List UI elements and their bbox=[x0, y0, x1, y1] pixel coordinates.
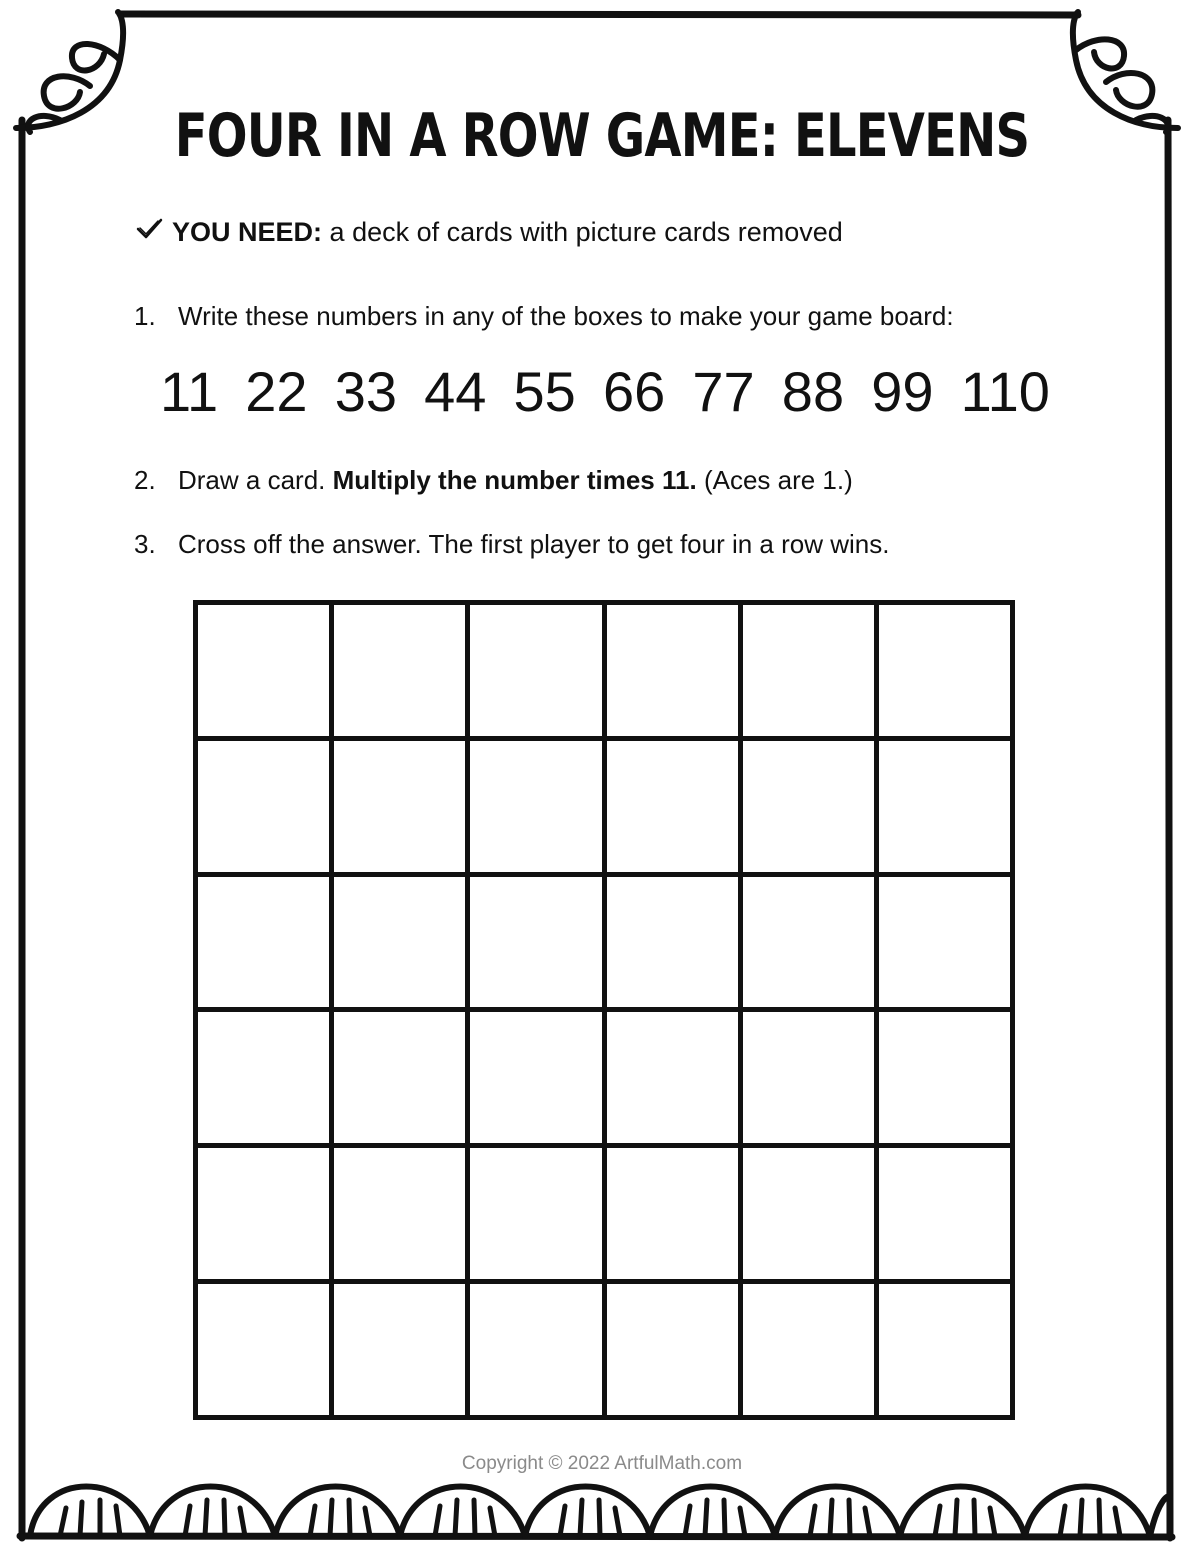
board-cell[interactable] bbox=[879, 1012, 1010, 1143]
number-item: 55 bbox=[513, 360, 576, 423]
board-cell[interactable] bbox=[334, 1012, 465, 1143]
checkmark-icon bbox=[134, 215, 164, 243]
page-title: FOUR IN A ROW GAME: ELEVENS bbox=[174, 101, 1030, 171]
corner-swirl-top-left bbox=[16, 12, 123, 132]
number-item: 77 bbox=[692, 360, 755, 423]
board-cell[interactable] bbox=[198, 877, 329, 1008]
step-3 bbox=[134, 524, 889, 564]
board-cell[interactable] bbox=[334, 877, 465, 1008]
board-cell[interactable] bbox=[470, 741, 601, 872]
step-note: (Aces are 1.) bbox=[703, 465, 853, 495]
board-cell[interactable] bbox=[334, 1284, 465, 1415]
copyright-text: Copyright © 2022 ArtfulMath.com bbox=[461, 1453, 743, 1474]
board-cell[interactable] bbox=[198, 605, 329, 736]
board-cell[interactable] bbox=[334, 741, 465, 872]
board-cell[interactable] bbox=[470, 605, 601, 736]
board-cell[interactable] bbox=[470, 1148, 601, 1279]
board-cell[interactable] bbox=[607, 1284, 738, 1415]
step-number: 3. bbox=[134, 529, 156, 559]
board-cell[interactable] bbox=[879, 741, 1010, 872]
step-2 bbox=[134, 460, 853, 500]
you-need-label: YOU NEED: bbox=[172, 217, 323, 247]
board-cell[interactable] bbox=[743, 877, 874, 1008]
you-need-line bbox=[134, 212, 843, 252]
board-cell[interactable] bbox=[879, 1284, 1010, 1415]
number-item: 99 bbox=[871, 360, 934, 423]
step-number: 2. bbox=[134, 465, 156, 495]
number-item: 110 bbox=[960, 360, 1050, 423]
number-item: 33 bbox=[334, 360, 397, 423]
step-text: Draw a card. bbox=[178, 465, 326, 495]
board-cell[interactable] bbox=[879, 605, 1010, 736]
board-cell[interactable] bbox=[743, 605, 874, 736]
scallop-ticks bbox=[60, 1500, 1120, 1536]
step-text: Write these numbers in any of the boxes to make your game board: bbox=[178, 301, 954, 331]
board-cell[interactable] bbox=[743, 1148, 874, 1279]
step-bold-text: Multiply the number times 11. bbox=[332, 465, 697, 495]
you-need-text: a deck of cards with picture cards removed bbox=[329, 217, 843, 247]
board-cell[interactable] bbox=[743, 741, 874, 872]
board-cell[interactable] bbox=[198, 1012, 329, 1143]
board-cell[interactable] bbox=[334, 605, 465, 736]
board-cell[interactable] bbox=[198, 1148, 329, 1279]
board-cell[interactable] bbox=[879, 877, 1010, 1008]
board-cell[interactable] bbox=[334, 1148, 465, 1279]
step-number: 1. bbox=[134, 301, 156, 331]
number-list bbox=[160, 356, 1050, 428]
board-cell[interactable] bbox=[743, 1284, 874, 1415]
board-cell[interactable] bbox=[607, 1012, 738, 1143]
board-cell[interactable] bbox=[470, 1284, 601, 1415]
board-cell[interactable] bbox=[607, 605, 738, 736]
number-item: 44 bbox=[424, 360, 487, 423]
board-cell[interactable] bbox=[198, 741, 329, 872]
board-cell[interactable] bbox=[198, 1284, 329, 1415]
game-board bbox=[193, 600, 1015, 1420]
corner-swirl-top-right bbox=[1073, 12, 1178, 132]
step-1 bbox=[134, 296, 954, 336]
board-cell[interactable] bbox=[607, 741, 738, 872]
board-cell[interactable] bbox=[470, 877, 601, 1008]
number-item: 11 bbox=[160, 360, 219, 423]
number-item: 88 bbox=[781, 360, 845, 423]
board-cell[interactable] bbox=[879, 1148, 1010, 1279]
number-item: 66 bbox=[602, 360, 666, 423]
number-item: 22 bbox=[245, 360, 308, 423]
step-text: Cross off the answer. The first player to get four in a row wins. bbox=[178, 529, 890, 559]
board-cell[interactable] bbox=[743, 1012, 874, 1143]
board-cell[interactable] bbox=[607, 1148, 738, 1279]
board-cell[interactable] bbox=[470, 1012, 601, 1143]
board-cell[interactable] bbox=[607, 877, 738, 1008]
